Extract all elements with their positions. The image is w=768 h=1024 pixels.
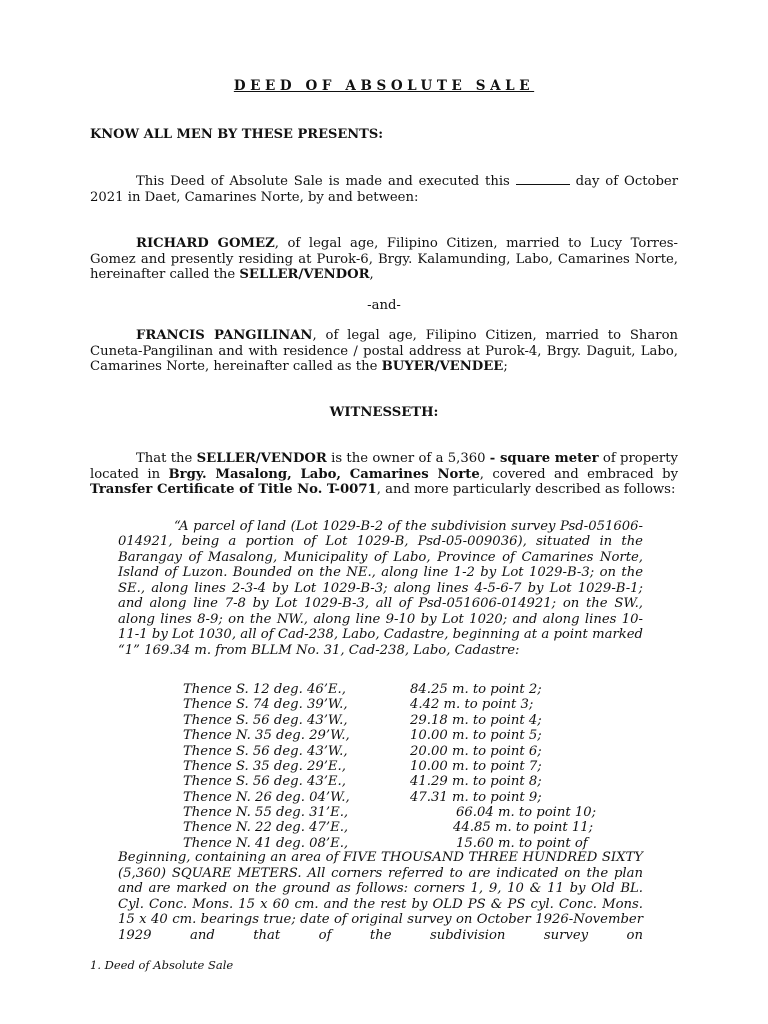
distance-cell: 47.31 m. to point 9; — [410, 790, 542, 805]
distance-cell: 10.00 m. to point 5; — [410, 728, 542, 743]
seller-role: SELLER/VENDOR — [239, 267, 370, 282]
ownership-location: Brgy. Masalong, Labo, Camarines Norte — [168, 466, 480, 482]
ownership-text-5: , and more particularly described as follows: — [376, 482, 676, 497]
distance-cell: 20.00 m. to point 6; — [410, 744, 542, 759]
bearing-row: Thence N. 41 deg. 08’E., — [183, 836, 349, 851]
know-all-heading: KNOW ALL MEN BY THESE PRESENTS: — [90, 127, 384, 142]
bearing-row: Thence S. 56 deg. 43’W., — [183, 713, 348, 728]
seller-paragraph — [90, 236, 678, 283]
and-separator: -and- — [367, 298, 401, 313]
buyer-name: FRANCIS PANGILINAN — [136, 328, 313, 343]
ownership-text-1: That the — [136, 451, 197, 466]
distance-cell: 15.60 m. to point of — [456, 836, 588, 851]
ownership-paragraph — [90, 451, 678, 498]
ownership-text-2: is the owner of a 5,360 — [326, 451, 490, 466]
bearing-row: Thence S. 74 deg. 39’W., — [183, 697, 348, 712]
distance-cell: 29.18 m. to point 4; — [410, 713, 542, 728]
bearing-row: Thence N. 26 deg. 04’W., — [183, 790, 350, 805]
ownership-title-no: Transfer Certificate of Title No. T-0071 — [90, 482, 377, 497]
buyer-text: , of legal age, Filipino Citizen, married to Sharon Cuneta-Pangilinan and with residence / postal address at Purok-4, Brgy. Daguit, Labo, Camarines Norte, hereinafter called as the — [90, 328, 679, 374]
page-footer: 1. Deed of Absolute Sale — [90, 958, 234, 972]
buyer-end: ; — [503, 359, 508, 374]
seller-name: RICHARD GOMEZ — [136, 236, 275, 251]
bearing-row: Thence S. 56 deg. 43’E., — [183, 774, 346, 789]
bearing-row: Thence S. 12 deg. 46’E., — [183, 682, 346, 697]
description-text: “A parcel of land (Lot 1029-B-2 of the subdivision survey Psd-051606-014921, being a portion of Lot 1029-B, Psd-05-009036), situated in the Barangay of Masalong, Municipality of Labo, Province of Camarines Norte, Island of Luzon. Bounded on the NE., along line 1-2 by Lot 1029-B-3; on the SE., along lines 2-3-4 by Lot 1029-B-3; along lines 4-5-6-7 by Lot 1029-B-1; and along line 7-8 by Lot 1029-B-3, all of Psd-051606-014921; on the SW., along lines 8-9; on the NW., along line 9-10 by Lot 1020; and along lines 10-11-1 by Lot 1030, all of Cad-238, Labo, Cadastre, beginning at a point marked “1” 169.34 m. from BLLM No. 31, Cad-238, Labo, Cadastre: — [118, 519, 643, 658]
ownership-text-3: of property located in — [90, 451, 678, 482]
bearing-row: Thence N. 55 deg. 31’E., — [183, 805, 349, 820]
distance-cell: 10.00 m. to point 7; — [410, 759, 542, 774]
ownership-area: - square meter — [489, 451, 599, 466]
buyer-paragraph — [90, 328, 678, 375]
intro-text: This Deed of Absolute Sale is made and executed this — [136, 174, 510, 189]
ownership-seller: SELLER/VENDOR — [196, 451, 327, 466]
day-blank-line — [516, 174, 570, 185]
intro-paragraph — [90, 174, 678, 205]
seller-text: , of legal age, Filipino Citizen, married to Lucy Torres-Gomez and presently residing at Purok-6, Brgy. Kalamunding, Labo, Camarines Norte, hereinafter called the — [90, 236, 678, 282]
document-title: DEED OF ABSOLUTE SALE — [233, 78, 535, 94]
distance-cell: 84.25 m. to point 2; — [410, 682, 542, 697]
bearing-row: Thence N. 35 deg. 29’W., — [183, 728, 350, 743]
ownership-text-4: , covered and embraced by — [479, 466, 679, 482]
intro-text-end: day of October 2021 in Daet, Camarines Norte, by and between: — [90, 174, 678, 205]
distance-cell: 41.29 m. to point 8; — [410, 774, 542, 789]
bearing-row: Thence S. 56 deg. 43’W., — [183, 744, 348, 759]
distance-cell: 44.85 m. to point 11; — [453, 820, 594, 835]
witnesseth-heading: WITNESSETH: — [329, 405, 439, 420]
technical-description — [118, 519, 643, 658]
closing-description: Beginning, containing an area of FIVE THOUSAND THREE HUNDRED SIXTY (5,360) SQUARE METERS. All corners referred to are indicated on the plan and are marked on the ground as follows: corners 1, 9, 10 & 11 by Old BL. Cyl. Conc. Mons. 15 x 60 cm. and the rest by OLD PS & PS cyl. Conc. Mons. 15 x 40 cm. bearings true; date of original survey on October 1926-November 1929 and that of the subdivision survey on — [118, 850, 643, 943]
distance-cell: 66.04 m. to point 10; — [456, 805, 597, 820]
bearing-row: Thence S. 35 deg. 29’E., — [183, 759, 346, 774]
bearing-row: Thence N. 22 deg. 47’E., — [183, 820, 349, 835]
distance-cell: 4.42 m. to point 3; — [410, 697, 534, 712]
buyer-role: BUYER/VENDEE — [381, 359, 504, 374]
seller-end: , — [369, 267, 374, 282]
